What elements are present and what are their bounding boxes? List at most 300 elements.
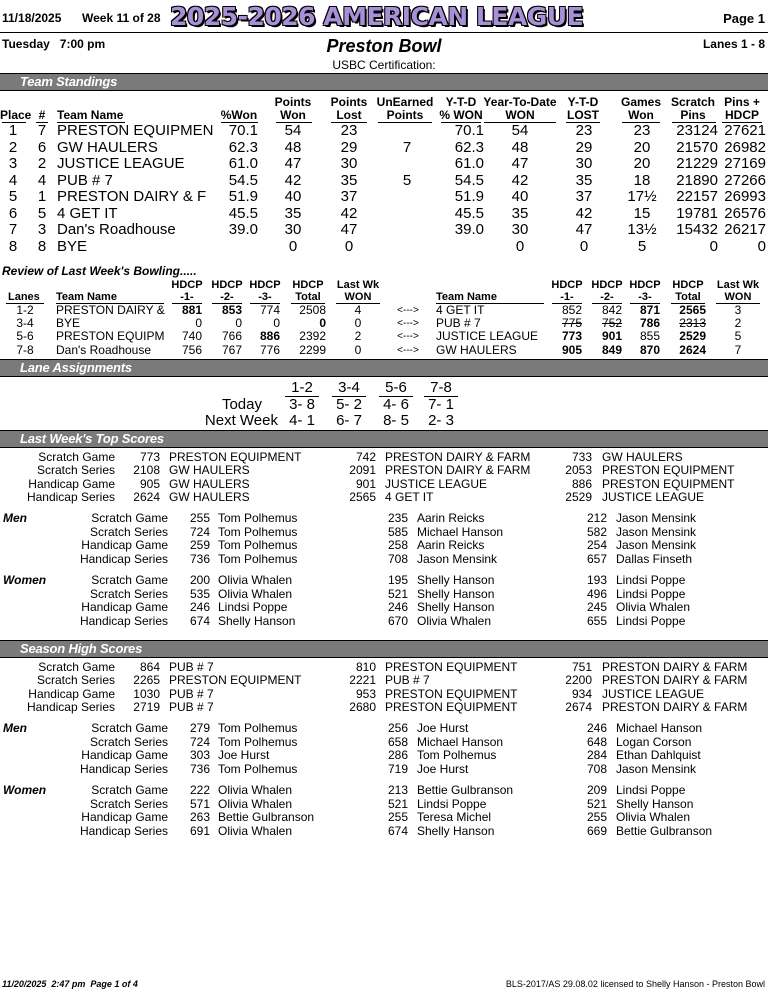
points-lost: 42	[340, 204, 358, 222]
col-l-hdcp1: HDCP -1-	[171, 279, 203, 303]
score-value: 2565	[349, 489, 376, 504]
ytd-pct: 62.3	[454, 138, 484, 156]
game-3: 786	[639, 316, 660, 331]
page-number: Page 1	[723, 11, 765, 26]
team-name: PRESTON DAIRY & FARM	[602, 699, 748, 714]
score-category: Handicap Series	[26, 489, 115, 504]
team-number: 4	[37, 171, 47, 189]
today-pairing: 5- 2	[336, 396, 362, 413]
report-date: 11/18/2025	[2, 11, 62, 25]
col-team-right: Team Name	[436, 291, 497, 303]
scratch-pins: 23124	[676, 122, 718, 139]
score-value: 708	[586, 762, 607, 777]
ytd-won: 30	[511, 221, 529, 238]
ytd-lost: 37	[575, 188, 593, 205]
game-1: 740	[181, 329, 202, 344]
team-number: 5	[37, 204, 47, 222]
game-2: 752	[601, 316, 622, 331]
team-name: PRESTON DAIRY & F	[57, 188, 207, 205]
score-category: Handicap Series	[79, 762, 168, 777]
table-row	[0, 205, 768, 222]
col-games-won: Games Won	[620, 95, 662, 122]
women-score-row	[0, 811, 768, 824]
col-r-total: HDCP Total	[672, 279, 704, 303]
next-week-label: Next Week	[204, 412, 278, 429]
games-won: 13½	[627, 221, 657, 238]
ytd-pct: 45.5	[454, 204, 484, 222]
score-value: 209	[586, 783, 607, 797]
score-category: Handicap Game	[81, 600, 168, 615]
section-title: Lane Assignments	[20, 360, 132, 375]
score-value: 235	[387, 511, 408, 525]
men-score-row	[0, 722, 768, 735]
ytd-pct: 54.5	[454, 171, 484, 189]
scratch-pins: 22157	[676, 188, 718, 205]
bowler-name: Tom Polhemus	[218, 552, 298, 567]
score-value: 953	[355, 686, 376, 701]
pins-hdcp: 26576	[724, 204, 766, 222]
score-value: 719	[387, 762, 408, 777]
score-value: 886	[571, 476, 592, 491]
games-won: 5	[637, 237, 647, 255]
bowler-name: Olivia Whalen	[417, 614, 492, 629]
score-category: Scratch Series	[89, 586, 168, 601]
score-value: 255	[387, 810, 408, 825]
score-value: 258	[387, 538, 408, 553]
top-scores-bar	[0, 430, 768, 448]
team-name: GW HAULERS	[436, 342, 517, 357]
score-value: 279	[189, 721, 210, 735]
bowler-name: Logan Corson	[616, 734, 692, 749]
place: 2	[8, 138, 18, 156]
points-lost: 29	[340, 138, 358, 156]
team-score-row	[0, 464, 768, 477]
score-category: Handicap Game	[28, 476, 115, 491]
game-2: 842	[601, 303, 622, 317]
ytd-pct: 39.0	[454, 221, 484, 238]
score-value: 496	[586, 586, 607, 601]
bowler-name: Lindsi Poppe	[616, 573, 686, 587]
score-value: 2680	[349, 699, 376, 714]
men-score-row	[0, 553, 768, 566]
team-number: 3	[37, 221, 47, 238]
points-lost: 0	[344, 237, 354, 255]
scratch-pins: 0	[709, 237, 718, 255]
team-score-row	[0, 674, 768, 687]
col-ytd-pct: Y-T-D % WON	[439, 95, 483, 122]
ytd-pct: 61.0	[454, 155, 484, 172]
today-pairing: 7- 1	[428, 396, 454, 413]
bowler-name: Bettie Gulbranson	[218, 810, 315, 825]
team-name: PRESTON DAIRY & FARM	[385, 463, 531, 478]
bowler-name: Aarin Reicks	[417, 511, 485, 525]
score-category: Handicap Game	[28, 686, 115, 701]
team-name: GW HAULERS	[602, 450, 683, 464]
bowler-name: Shelly Hanson	[218, 614, 296, 629]
ytd-won: 47	[511, 155, 529, 172]
score-value: 657	[586, 552, 607, 567]
game-1: 905	[561, 342, 582, 357]
lane-pair-header: 7-8	[430, 379, 452, 396]
place: 1	[8, 122, 18, 139]
score-category: Handicap Series	[79, 552, 168, 567]
table-row	[0, 172, 768, 189]
team-score-row	[0, 451, 768, 464]
col-l-lastwk: Last Wk WON	[336, 279, 380, 303]
team-name: PRESTON EQUIPMENT	[602, 476, 735, 491]
lane-pair-header: 3-4	[338, 379, 360, 396]
lane-pair-header: 5-6	[385, 379, 407, 396]
women-label: Women	[3, 573, 47, 587]
hdcp-total: 2624	[679, 342, 706, 357]
header-rule	[0, 32, 768, 33]
game-3: 0	[273, 316, 280, 331]
team-number: 7	[37, 122, 47, 139]
team-number: 1	[37, 188, 47, 205]
ytd-lost: 35	[575, 171, 593, 189]
review-row	[0, 304, 768, 317]
last-wk-won: 2	[734, 316, 742, 331]
pins-hdcp: 26993	[724, 188, 766, 205]
hdcp-total: 0	[319, 316, 326, 331]
bowler-name: Shelly Hanson	[616, 796, 694, 811]
team-number: 2	[37, 155, 47, 172]
game-1: 773	[561, 329, 582, 344]
game-3: 871	[639, 303, 660, 317]
bowler-name: Jason Mensink	[616, 511, 697, 525]
score-value: 648	[586, 734, 607, 749]
team-score-row	[0, 661, 768, 674]
score-value: 582	[586, 524, 607, 539]
review-title: Review of Last Week's Bowling.....	[2, 264, 197, 278]
points-won: 30	[284, 221, 302, 238]
team-name: PRESTON EQUIPM	[56, 329, 165, 344]
team-name: BYE	[57, 237, 88, 255]
ytd-won: 40	[511, 188, 529, 205]
col-r-lastwk: Last Wk WON	[716, 279, 760, 303]
score-value: 669	[586, 824, 607, 839]
place: 8	[8, 237, 18, 255]
team-name: PRESTON DAIRY &	[56, 303, 165, 317]
team-name: BYE	[56, 316, 81, 331]
last-wk-won: 2	[354, 329, 362, 344]
team-score-row	[0, 701, 768, 714]
lane-pair: 7-8	[16, 342, 34, 357]
col-l-hdcp2: HDCP -2-	[211, 279, 243, 303]
team-name: PRESTON DAIRY & FARM	[602, 673, 748, 688]
unearned-points: 5	[402, 171, 412, 189]
league-title: 2025-2026 AMERICAN LEAGUE	[170, 2, 584, 31]
score-category: Scratch Series	[36, 463, 115, 478]
women-score-row	[0, 615, 768, 628]
game-1: 852	[561, 303, 582, 317]
score-value: 195	[387, 573, 408, 587]
bowler-name: Bettie Gulbranson	[616, 824, 713, 839]
bowler-name: Olivia Whalen	[218, 573, 293, 587]
women-score-row	[0, 798, 768, 811]
col-l-hdcp3: HDCP -3-	[249, 279, 281, 303]
points-lost: 47	[340, 221, 358, 238]
score-category: Scratch Game	[91, 573, 168, 587]
next-week-pairing: 6- 7	[336, 412, 362, 429]
hdcp-total: 2508	[299, 303, 326, 317]
table-row	[0, 221, 768, 238]
section-title: Last Week's Top Scores	[20, 431, 164, 446]
place: 3	[8, 155, 18, 172]
team-name: JUSTICE LEAGUE	[436, 329, 539, 344]
team-name: JUSTICE LEAGUE	[57, 155, 185, 172]
hdcp-total: 2392	[299, 329, 326, 344]
team-name: 4 GET IT	[385, 489, 434, 504]
score-value: 674	[189, 614, 210, 629]
women-score-row	[0, 825, 768, 838]
team-name: JUSTICE LEAGUE	[602, 686, 705, 701]
score-value: 286	[387, 748, 408, 763]
score-value: 284	[586, 748, 607, 763]
scratch-pins: 21890	[676, 171, 718, 189]
printed-footer: 11/20/2025 2:47 pm Page 1 of 4	[2, 979, 138, 989]
bowling-center: Preston Bowl	[326, 36, 442, 56]
game-1: 756	[181, 342, 202, 357]
section-title: Team Standings	[20, 74, 118, 89]
place: 5	[8, 188, 18, 205]
points-won: 48	[284, 138, 302, 156]
bowler-name: Shelly Hanson	[417, 824, 495, 839]
team-name: PRESTON EQUIPMENT	[385, 686, 518, 701]
scratch-pins: 21570	[676, 138, 718, 156]
team-name: 4 GET IT	[436, 303, 485, 317]
lane-assignments-bar	[0, 359, 768, 377]
team-number: 6	[37, 138, 47, 156]
score-value: 736	[189, 552, 210, 567]
score-value: 254	[586, 538, 607, 553]
men-score-row	[0, 526, 768, 539]
score-category: Scratch Series	[89, 734, 168, 749]
game-2: 901	[601, 329, 622, 344]
bowler-name: Lindsi Poppe	[417, 796, 487, 811]
score-value: 2221	[349, 673, 376, 688]
col-points-won: Points Won	[274, 95, 312, 122]
table-row	[0, 155, 768, 172]
ytd-pct: 51.9	[454, 188, 484, 205]
score-value: 736	[189, 762, 210, 777]
women-score-row	[0, 601, 768, 614]
bowler-name: Olivia Whalen	[218, 796, 293, 811]
game-3: 774	[259, 303, 280, 317]
bowler-name: Bettie Gulbranson	[417, 783, 514, 797]
ytd-lost: 0	[579, 237, 589, 255]
men-label: Men	[3, 511, 27, 525]
review-row	[0, 330, 768, 343]
games-won: 23	[633, 122, 651, 139]
men-score-row	[0, 763, 768, 776]
score-value: 521	[387, 586, 408, 601]
col-r-hdcp1: HDCP -1-	[551, 279, 583, 303]
lane-pair: 5-6	[16, 329, 34, 344]
lane-pair: 1-2	[16, 303, 34, 317]
men-score-row	[0, 539, 768, 552]
bowler-name: Jason Mensink	[417, 552, 498, 567]
next-week-pairing: 2- 3	[428, 412, 454, 429]
scratch-pins: 19781	[676, 204, 718, 222]
score-value: 213	[387, 783, 408, 797]
pins-hdcp: 27266	[724, 171, 766, 189]
women-score-row	[0, 574, 768, 587]
score-category: Handicap Game	[81, 538, 168, 553]
score-value: 905	[139, 476, 160, 491]
score-value: 2674	[565, 699, 592, 714]
score-value: 200	[189, 573, 210, 587]
pct-won: 62.3	[228, 138, 258, 156]
place: 4	[8, 171, 18, 189]
ytd-won: 54	[511, 122, 529, 139]
pins-hdcp: 26982	[724, 138, 766, 156]
score-value: 246	[387, 600, 408, 615]
score-value: 2200	[565, 673, 592, 688]
pins-hdcp: 27621	[724, 122, 766, 139]
col-ytd-lost: Y-T-D LOST	[567, 95, 599, 122]
team-standings-bar	[0, 73, 768, 91]
games-won: 17½	[627, 188, 657, 205]
bowler-name: Lindsi Poppe	[616, 614, 686, 629]
today-label: Today	[221, 396, 262, 413]
hdcp-total: 2299	[299, 342, 326, 357]
team-name: PRESTON EQUIPMEN	[57, 122, 214, 139]
points-won: 54	[284, 122, 302, 139]
section-title: Season High Scores	[20, 641, 143, 656]
team-name: PRESTON DAIRY & FARM	[385, 450, 531, 464]
bowler-name: Tom Polhemus	[417, 748, 497, 763]
game-3: 886	[259, 329, 280, 344]
place: 6	[8, 204, 18, 222]
team-name: GW HAULERS	[169, 476, 250, 491]
score-value: 259	[189, 538, 210, 553]
team-name: PUB # 7	[436, 316, 481, 331]
col-r-hdcp2: HDCP -2-	[591, 279, 623, 303]
score-value: 193	[586, 573, 607, 587]
bowler-name: Joe Hurst	[417, 721, 469, 735]
bowler-name: Michael Hanson	[417, 734, 504, 749]
team-name: PRESTON EQUIPMENT	[385, 660, 518, 674]
team-name: PRESTON EQUIPMENT	[169, 673, 302, 688]
score-value: 2265	[133, 673, 160, 688]
points-won: 42	[284, 171, 302, 189]
last-wk-won: 4	[354, 303, 362, 317]
versus-arrow: <--->	[397, 318, 419, 330]
women-label: Women	[3, 783, 47, 797]
men-score-row	[0, 736, 768, 749]
score-category: Scratch Game	[91, 511, 168, 525]
next-week-pairing: 4- 1	[289, 412, 315, 429]
game-2: 766	[221, 329, 242, 344]
score-value: 901	[355, 476, 376, 491]
score-value: 773	[139, 450, 160, 464]
score-value: 708	[387, 552, 408, 567]
games-won: 20	[633, 155, 651, 172]
bowler-name: Olivia Whalen	[218, 586, 293, 601]
score-value: 2719	[133, 699, 160, 714]
review-row	[0, 344, 768, 357]
table-row	[0, 122, 768, 139]
team-name: PUB # 7	[169, 699, 214, 714]
col-lanes: Lanes	[8, 291, 40, 303]
score-value: 535	[189, 586, 210, 601]
game-2: 0	[235, 316, 242, 331]
review-row	[0, 317, 768, 330]
scratch-pins: 15432	[676, 221, 718, 238]
score-value: 521	[586, 796, 607, 811]
last-wk-won: 5	[734, 329, 742, 344]
ytd-lost: 29	[575, 138, 593, 156]
score-value: 733	[571, 450, 592, 464]
game-1: 0	[195, 316, 202, 331]
next-week-pairing: 8- 5	[383, 412, 409, 429]
col-unearned: UnEarned Points	[376, 95, 434, 122]
ytd-won: 35	[511, 204, 529, 222]
score-value: 674	[387, 824, 408, 839]
col-num: #	[38, 108, 46, 122]
points-lost: 30	[340, 155, 358, 172]
score-value: 2529	[565, 489, 592, 504]
women-score-row	[0, 784, 768, 797]
hdcp-total: 2529	[679, 329, 706, 344]
game-2: 849	[601, 342, 622, 357]
team-name: PRESTON DAIRY & FARM	[602, 660, 748, 674]
bowler-name: Olivia Whalen	[616, 810, 691, 825]
game-3: 870	[639, 342, 660, 357]
bowler-name: Olivia Whalen	[616, 600, 691, 615]
bowler-name: Lindsi Poppe	[218, 600, 288, 615]
col-ytd-won: Year-To-Date WON	[483, 95, 557, 122]
score-value: 246	[189, 600, 210, 615]
bowler-name: Tom Polhemus	[218, 734, 298, 749]
bowler-name: Tom Polhemus	[218, 524, 298, 539]
team-number: 8	[37, 237, 47, 255]
score-value: 521	[387, 796, 408, 811]
team-name: JUSTICE LEAGUE	[385, 476, 488, 491]
game-3: 855	[639, 329, 660, 344]
bowler-name: Jason Mensink	[616, 538, 697, 553]
bowler-name: Teresa Michel	[417, 810, 492, 825]
score-value: 245	[586, 600, 607, 615]
score-value: 222	[189, 783, 210, 797]
ytd-lost: 23	[575, 122, 593, 139]
last-wk-won: 7	[734, 342, 742, 357]
bowler-name: Dallas Finseth	[616, 552, 693, 567]
score-category: Scratch Series	[89, 524, 168, 539]
versus-arrow: <--->	[397, 344, 419, 356]
scratch-pins: 21229	[676, 155, 718, 172]
score-category: Scratch Game	[91, 721, 168, 735]
versus-arrow: <--->	[397, 331, 419, 343]
score-value: 742	[355, 450, 376, 464]
ytd-won: 0	[515, 237, 525, 255]
team-name: PRESTON EQUIPMENT	[169, 450, 302, 464]
bowler-name: Tom Polhemus	[218, 538, 298, 553]
season-high-bar	[0, 640, 768, 658]
score-value: 751	[571, 660, 592, 674]
ytd-lost: 42	[575, 204, 593, 222]
hdcp-total: 2565	[679, 303, 706, 317]
men-score-row	[0, 512, 768, 525]
pct-won: 45.5	[228, 204, 258, 222]
score-value: 724	[189, 734, 210, 749]
bowler-name: Tom Polhemus	[218, 511, 298, 525]
team-name: PUB # 7	[169, 660, 214, 674]
score-value: 246	[586, 721, 607, 735]
score-value: 303	[189, 748, 210, 763]
col-pins-hdcp: Pins + HDCP	[724, 95, 760, 122]
